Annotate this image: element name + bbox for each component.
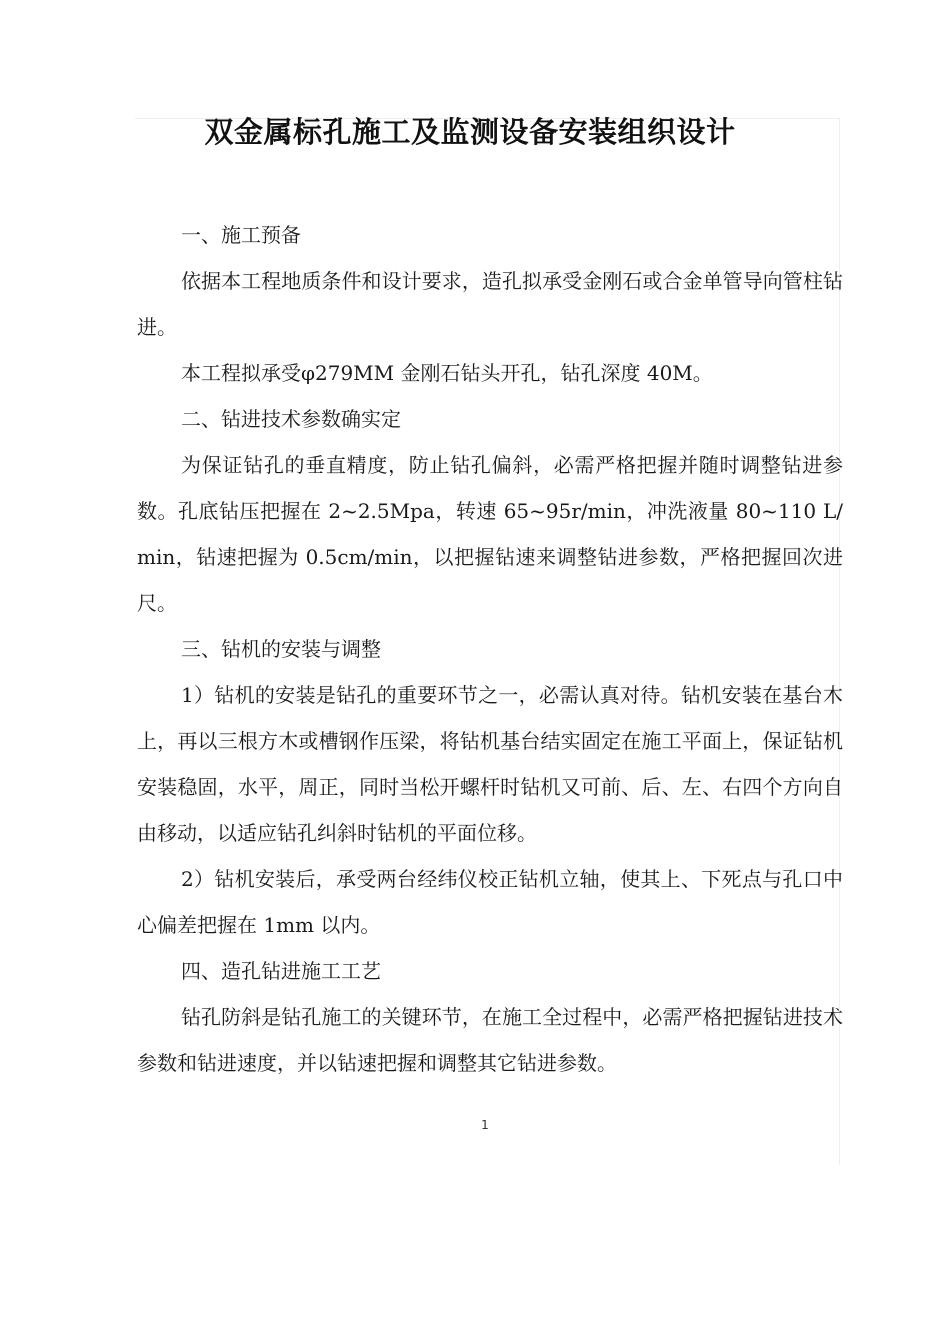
paragraph-deviation-prevention: 钻孔防斜是钻孔施工的关键环节，在施工全过程中，必需严格把握钻进技术参数和钻进速度，并以钻速把握和调整其它钻进参数。 [137,1005,843,1075]
paragraph-drilling-method: 依据本工程地质条件和设计要求，造孔拟承受金刚石或合金单管导向管柱钻进。 [137,269,843,339]
document-body [137,212,843,1086]
document-title: 双金属标孔施工及监测设备安装组织设计 [204,115,736,149]
page-number: 1 [481,1118,489,1132]
section-heading-process: 四、造孔钻进施工工艺 [181,959,381,983]
section-heading-rig-installation: 三、钻机的安装与调整 [181,637,381,661]
paragraph-rig-installation-1: 1）钻机的安装是钻孔的重要环节之一，必需认真对待。钻机安装在基台木上，再以三根方木或槽钢作压梁，将钻机基台结实固定在施工平面上，保证钻机安装稳固，水平，周正，同时当松开螺杆时钻机又可前、后、左、右四个方向自由移动，以适应钻孔纠斜时钻机的平面位移。 [137,683,843,845]
section-heading-preparation: 一、施工预备 [181,223,301,247]
section-heading-parameters: 二、钻进技术参数确实定 [181,407,401,431]
paragraph-drill-bit: 本工程拟承受φ279MM 金刚石钻头开孔，钻孔深度 40M。 [181,361,713,385]
paragraph-rig-installation-2: 2）钻机安装后，承受两台经纬仪校正钻机立轴，使其上、下死点与孔口中心偏差把握在 1mm 以内。 [137,867,843,937]
paragraph-drilling-parameters: 为保证钻孔的垂直精度，防止钻孔偏斜，必需严格把握并随时调整钻进参数。孔底钻压把握在 2~2.5Mpa，转速 65~95r/min，冲洗液量 80~110 L/min，钻速把握为 0.5cm/min，以把握钻速来调整钻进参数，严格把握回次进尺。 [137,453,843,615]
